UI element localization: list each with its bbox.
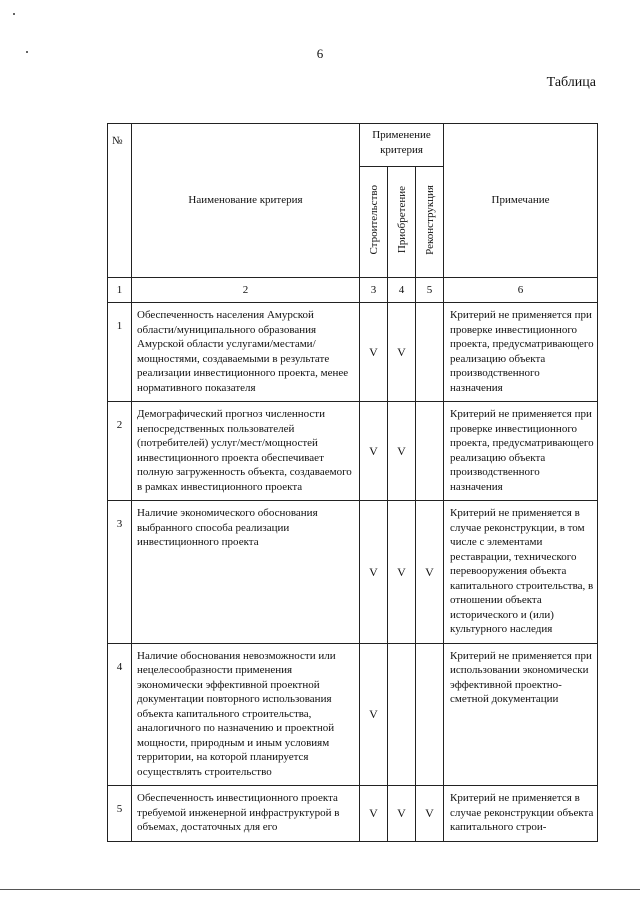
header-no: №	[108, 124, 132, 278]
table-row	[108, 303, 598, 402]
criterion-note: Критерий не применяется при проверке инвестиционного проекта, предусматривающего реализацию объекта производственного назначения	[444, 402, 598, 501]
column-number: 2	[132, 278, 360, 303]
table-row	[108, 786, 598, 842]
column-number-row	[108, 278, 598, 303]
construction-mark: V	[360, 303, 388, 402]
acquisition-mark	[388, 643, 416, 786]
criterion-note: Критерий не применяется при проверке инвестиционного проекта, предусматривающего реализацию объекта производственного назначения	[444, 303, 598, 402]
row-number: 1	[108, 303, 132, 402]
header-acquisition-label: Приобретение	[395, 186, 408, 254]
construction-mark: V	[360, 402, 388, 501]
header-note: Примечание	[444, 124, 598, 278]
criterion-note: Критерий не применяется при использовании экономически эффективной проектно-сметной документации	[444, 643, 598, 786]
row-number: 4	[108, 643, 132, 786]
criterion-name: Обеспеченность населения Амурской области/муниципального образования Амурской области услугами/местами/мощностями, создаваемыми в результате реализации инвестиционного проекта, менее нормативного показателя	[132, 303, 360, 402]
header-acquisition	[388, 167, 416, 278]
construction-mark: V	[360, 643, 388, 786]
criterion-name: Наличие экономического обоснования выбранного способа реализации инвестиционного проекта	[132, 501, 360, 644]
criterion-name: Демографический прогноз численности непосредственных пользователей (потребителей) услуг/мест/мощностей инвестиционного проекта обеспечивает полную загруженность объекта, создаваемого в рамках инвестиционного проекта	[132, 402, 360, 501]
column-number: 6	[444, 278, 598, 303]
column-number: 3	[360, 278, 388, 303]
acquisition-mark: V	[388, 501, 416, 644]
acquisition-mark: V	[388, 786, 416, 842]
table-title: Таблица	[546, 75, 596, 90]
acquisition-mark: V	[388, 303, 416, 402]
table-row	[108, 501, 598, 644]
acquisition-mark: V	[388, 402, 416, 501]
header-reconstruction	[416, 167, 444, 278]
header-construction-label: Строительство	[367, 184, 380, 255]
construction-mark: V	[360, 786, 388, 842]
row-number: 3	[108, 501, 132, 644]
header-application-group: Применение критерия	[360, 124, 444, 167]
scan-edge-line	[0, 889, 640, 890]
reconstruction-mark: V	[416, 786, 444, 842]
header-row	[108, 124, 598, 167]
criterion-note: Критерий не применяется в случае реконструкции, в том числе с элементами реставрации, технического перевооружения объекта капитального строительства, в отношении объекта исторического и (или) культурного наследия	[444, 501, 598, 644]
row-number: 5	[108, 786, 132, 842]
criterion-name: Наличие обоснования невозможности или нецелесообразности применения экономически эффективной проектной документации повторного использования объекта капитального строительства, аналогичного по назначению и проектной мощности, природным и иным условиям территории, на которой планируется осуществлять строительство	[132, 643, 360, 786]
construction-mark: V	[360, 501, 388, 644]
row-number: 2	[108, 402, 132, 501]
header-criterion-name: Наименование критерия	[132, 124, 360, 278]
header-construction	[360, 167, 388, 278]
table-row	[108, 643, 598, 786]
column-number: 4	[388, 278, 416, 303]
criterion-name: Обеспеченность инвестиционного проекта требуемой инженерной инфраструктурой в объемах, достаточных для его	[132, 786, 360, 842]
scan-speck	[13, 13, 15, 15]
reconstruction-mark	[416, 643, 444, 786]
column-number: 1	[108, 278, 132, 303]
page-number: 6	[316, 46, 324, 61]
header-reconstruction-label: Реконструкция	[423, 184, 436, 255]
column-number: 5	[416, 278, 444, 303]
reconstruction-mark	[416, 402, 444, 501]
criteria-table	[107, 123, 598, 842]
reconstruction-mark	[416, 303, 444, 402]
reconstruction-mark: V	[416, 501, 444, 644]
table-row	[108, 402, 598, 501]
criterion-note: Критерий не применяется в случае реконструкции объекта капитального строи-	[444, 786, 598, 842]
